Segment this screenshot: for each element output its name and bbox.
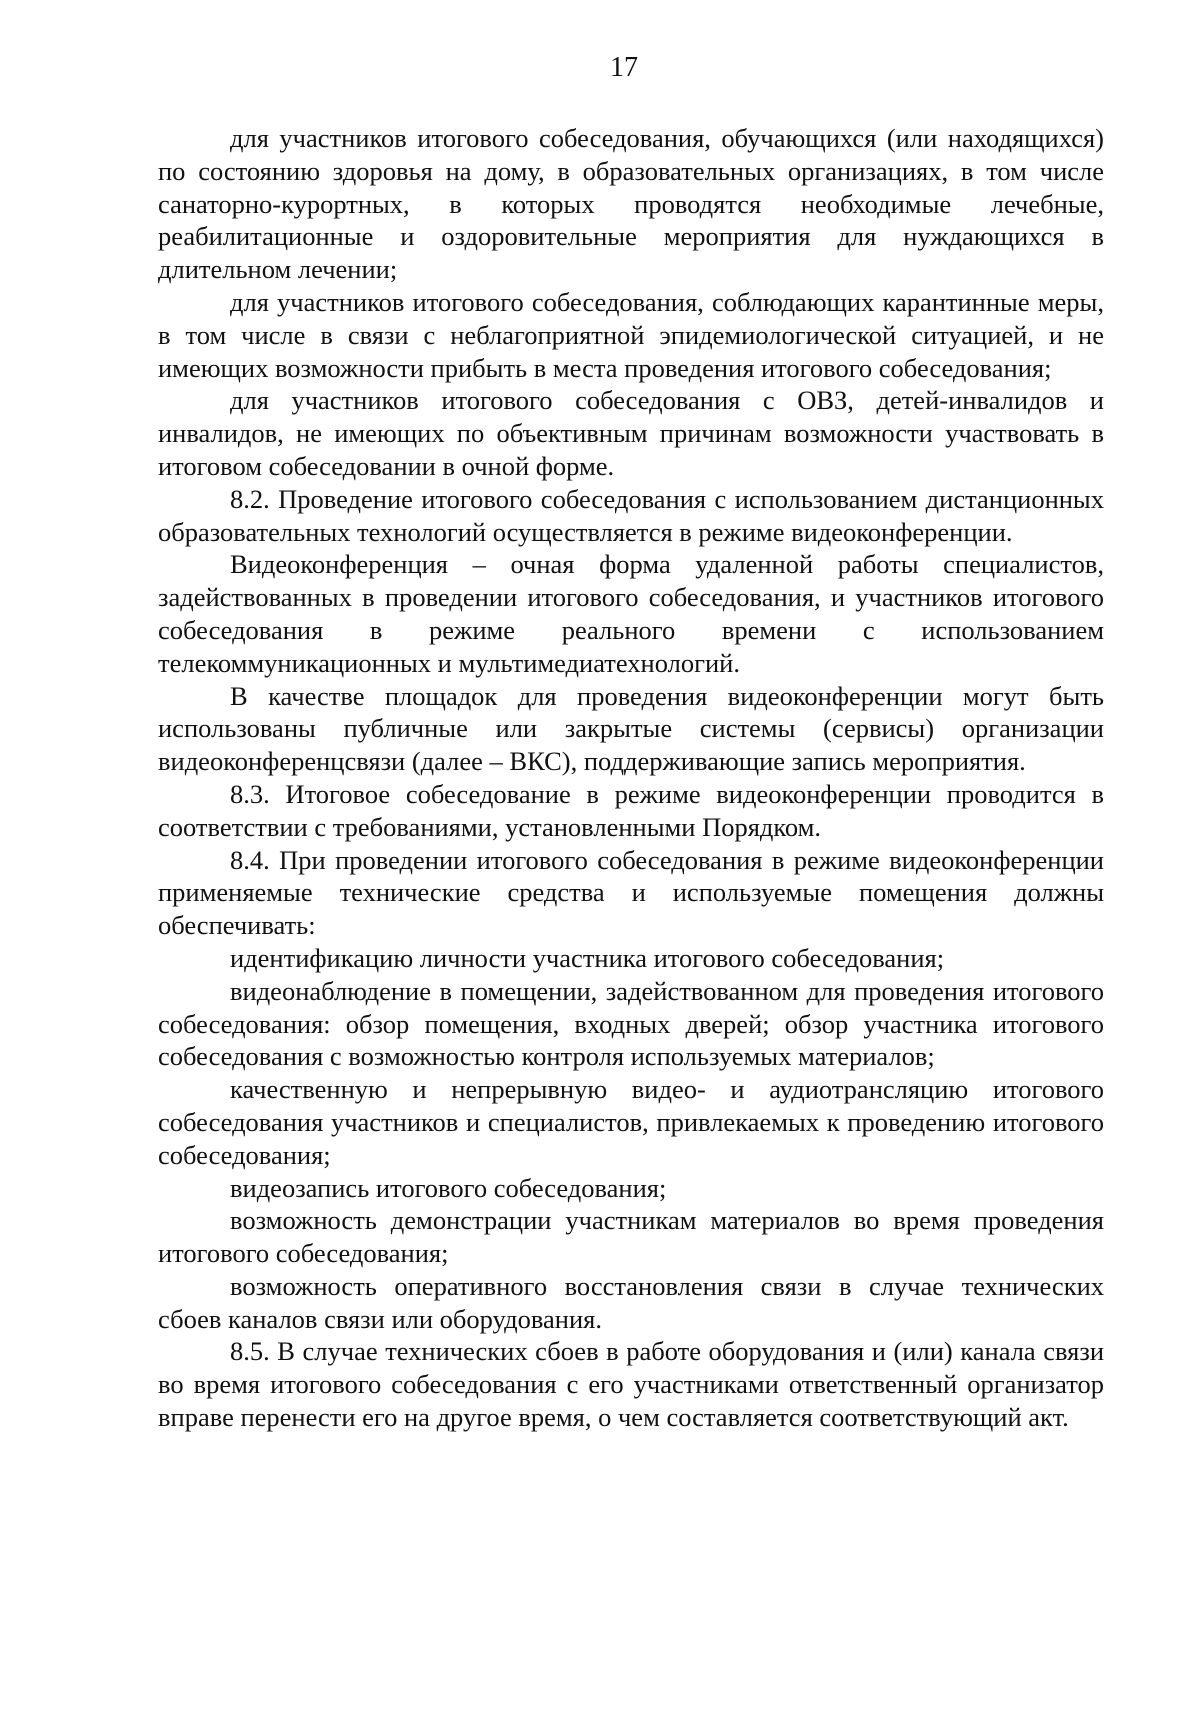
page-number: 17 bbox=[610, 52, 638, 83]
paragraph-8-5: 8.5. В случае технических сбоев в работе оборудования и (или) канала связи во время итогового собеседования с его участниками ответственный организатор вправе перенести его на другое время, о чем составляется соответствующий акт. bbox=[158, 1336, 1104, 1433]
requirement-broadcast: качественную и непрерывную видео- и аудиотрансляцию итогового собеседования участников и специалистов, привлекаемых к проведению итогового собеседования; bbox=[158, 1074, 1104, 1170]
paragraph-list-item-disabled: для участников итогового собеседования с ОВЗ, детей-инвалидов и инвалидов, не имеющих по объективным причинам возможности участвовать в итоговом собеседовании в очной форме. bbox=[158, 385, 1104, 481]
paragraph-platforms: В качестве площадок для проведения видеоконференции могут быть использованы публичные или закрытые системы (сервисы) организации видеоконференцсвязи (далее – ВКС), поддерживающие запись мероприятия. bbox=[158, 680, 1104, 777]
requirement-demonstration: возможность демонстрации участникам материалов во время проведения итогового собеседования; bbox=[158, 1205, 1104, 1269]
document-body bbox=[158, 122, 1104, 1434]
paragraph-list-item-home-education: для участников итогового собеседования, обучающихся (или находящихся) по состоянию здоровья на дому, в образовательных организациях, в том числе санаторно-курортных, в которых проводятся необходимые лечебные, реабилитационные и оздоровительные мероприятия для нуждающихся в длительном лечении; bbox=[158, 123, 1104, 285]
requirement-recovery: возможность оперативного восстановления связи в случае технических сбоев каналов связи или оборудования. bbox=[158, 1270, 1104, 1334]
requirement-video-surveillance: видеонаблюдение в помещении, задействованном для проведения итогового собеседования: обзор помещения, входных дверей; обзор участника итогового собеседования с возможностью контроля используемых материалов; bbox=[158, 975, 1104, 1072]
paragraph-8-3: 8.3. Итоговое собеседование в режиме видеоконференции проводится в соответствии с требованиями, установленными Порядком. bbox=[158, 778, 1104, 842]
paragraph-list-item-quarantine: для участников итогового собеседования, соблюдающих карантинные меры, в том числе в связи с неблагоприятной эпидемиологической ситуацией, и не имеющих возможности прибыть в места проведения итогового собеседования; bbox=[158, 286, 1104, 383]
paragraph-8-2: 8.2. Проведение итогового собеседования с использованием дистанционных образовательных технологий осуществляется в режиме видеоконференции. bbox=[158, 483, 1104, 547]
paragraph-videoconference-definition: Видеоконференция – очная форма удаленной работы специалистов, задействованных в проведении итогового собеседования, и участников итогового собеседования в режиме реального времени с использованием телекоммуникационных и мультимедиатехнологий. bbox=[158, 549, 1104, 678]
requirement-identification: идентификацию личности участника итогового собеседования; bbox=[230, 942, 945, 973]
paragraph-8-4: 8.4. При проведении итогового собеседования в режиме видеоконференции применяемые технические средства и используемые помещения должны обеспечивать: bbox=[158, 844, 1104, 941]
requirement-recording: видеозапись итогового собеседования; bbox=[230, 1172, 667, 1203]
